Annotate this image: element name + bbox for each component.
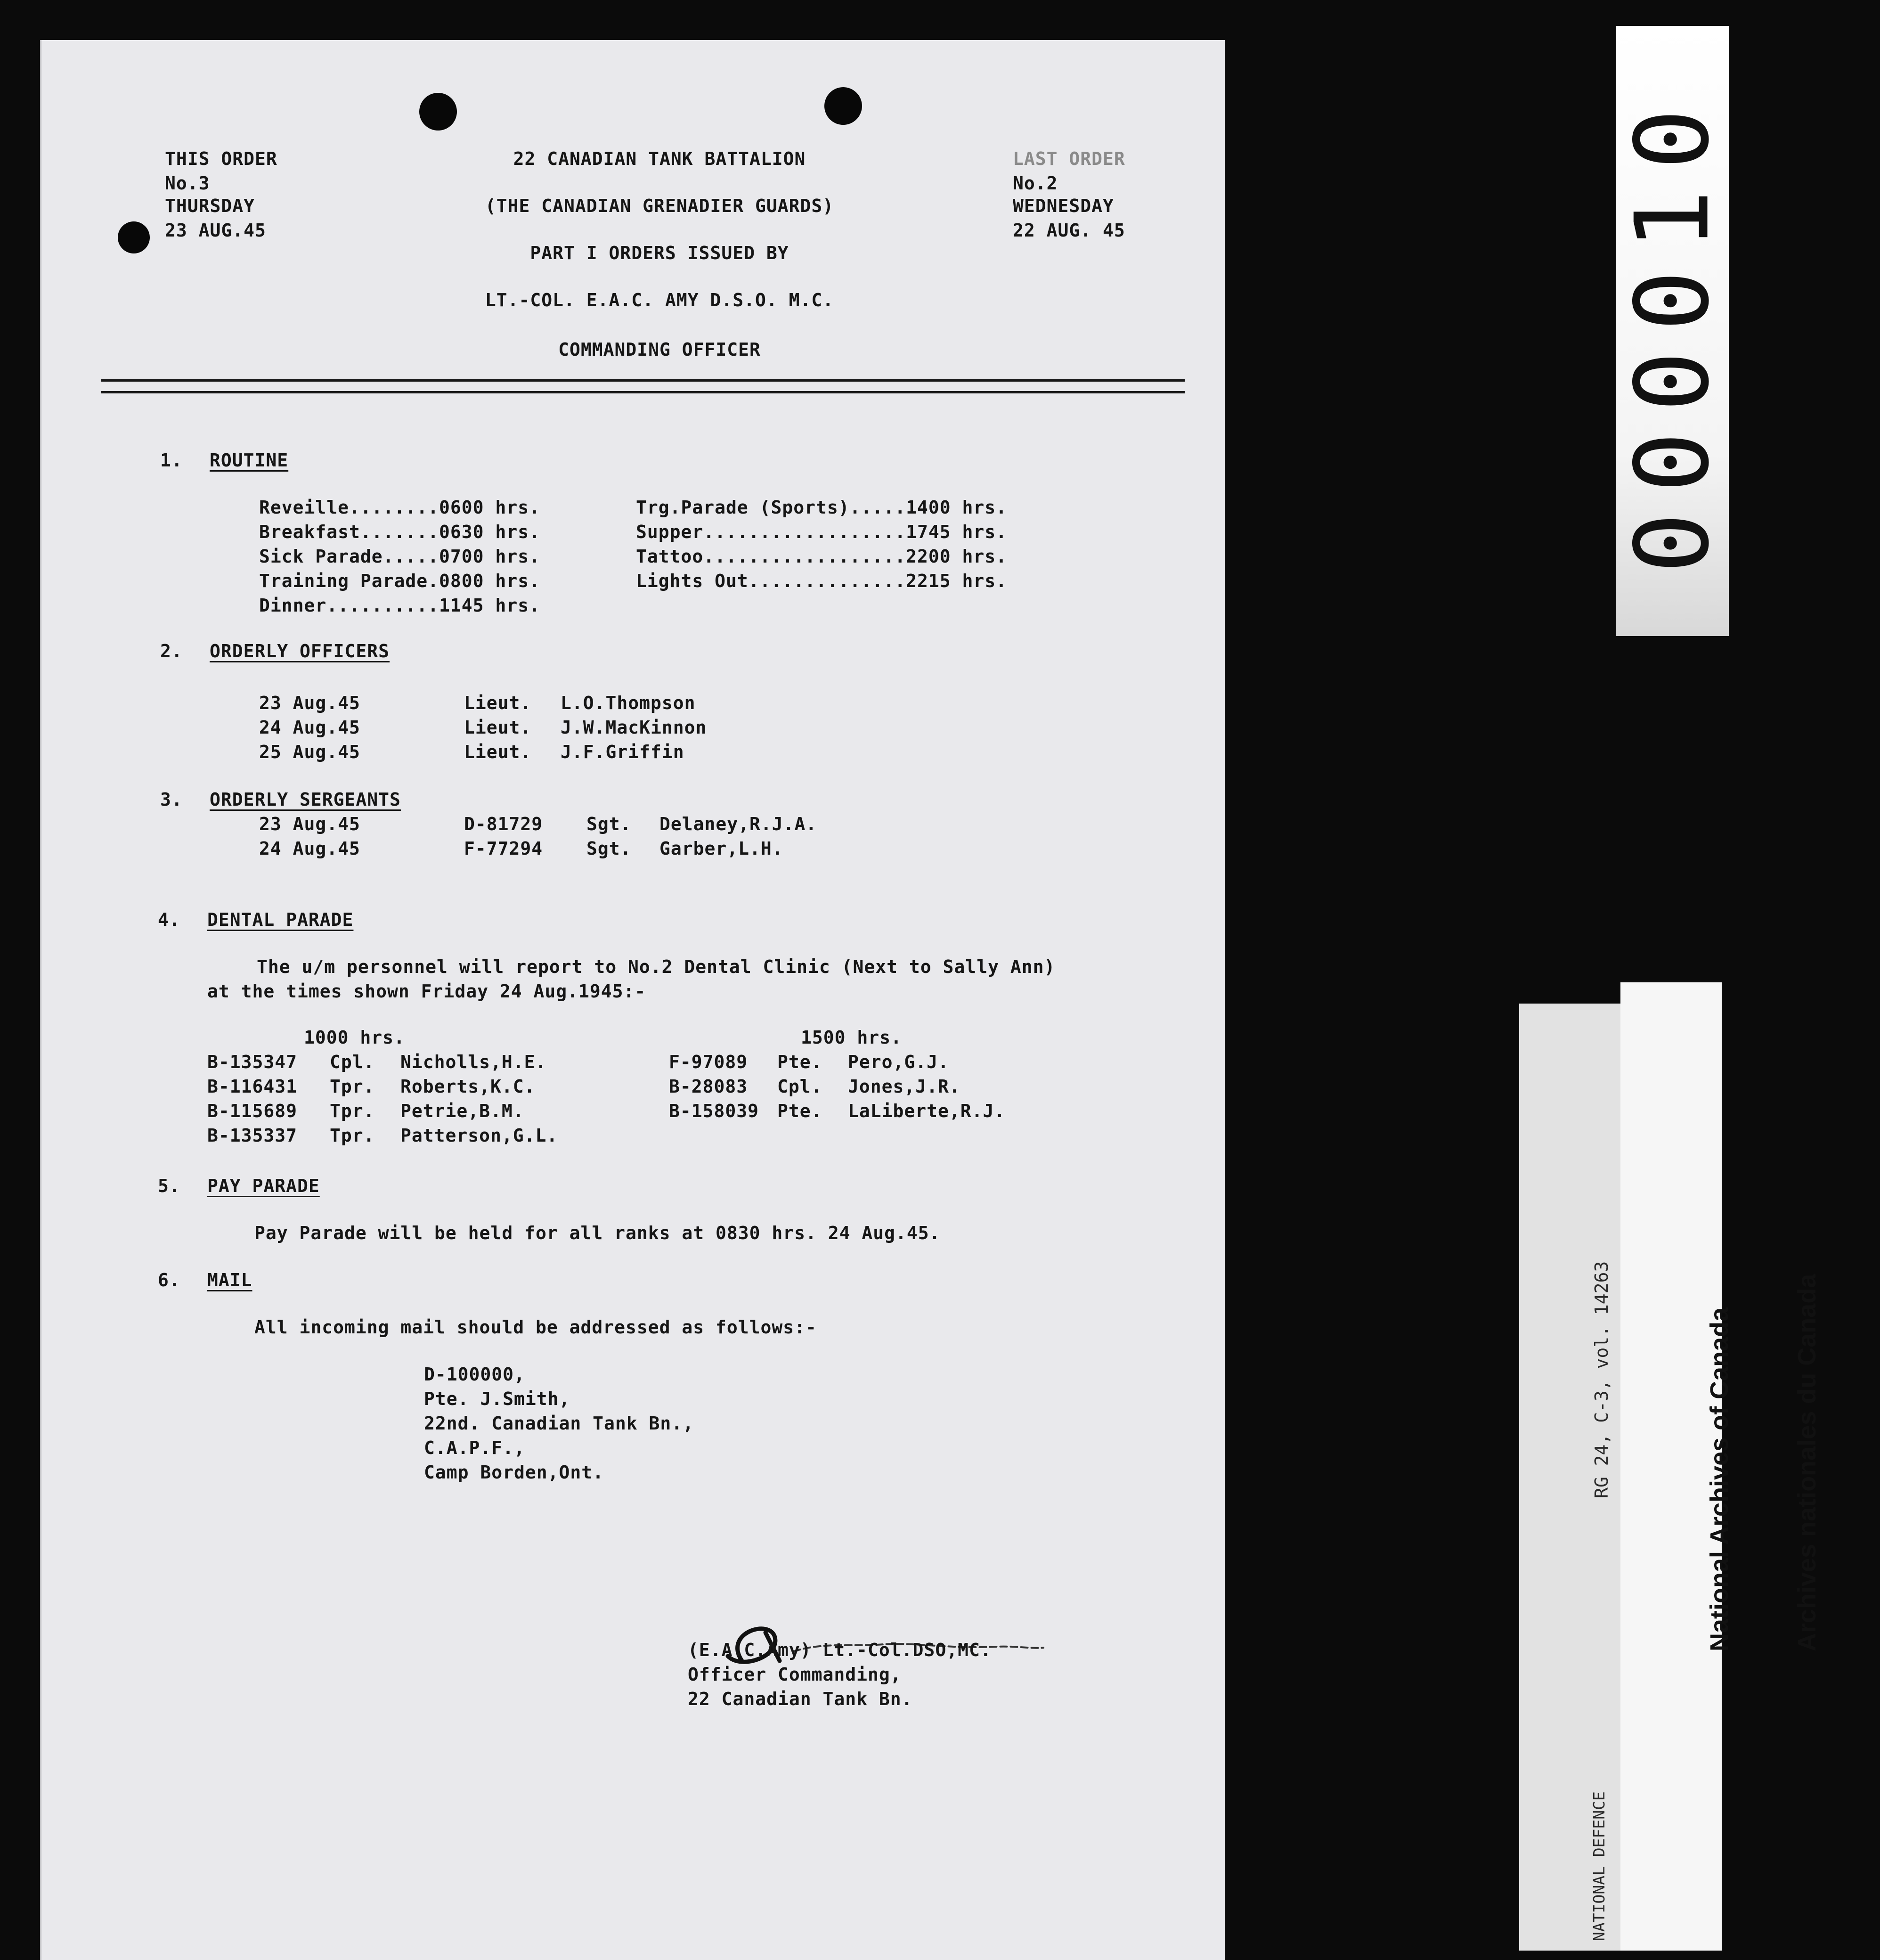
orders-heading: PART I ORDERS ISSUED BY xyxy=(530,243,789,263)
sergeant-name: Garber,L.H. xyxy=(659,838,783,859)
address-line: Pte. J.Smith, xyxy=(424,1388,570,1409)
patient-number: B-135347 xyxy=(207,1052,298,1072)
sergeant-number: D-81729 xyxy=(464,814,543,834)
header-right-line: No.2 xyxy=(1013,173,1058,194)
officer-rank: Lieut. xyxy=(464,693,532,713)
header-left-line: 23 AUG.45 xyxy=(165,220,266,241)
routine-item: Training Parade.0800 hrs. xyxy=(259,571,540,591)
address-line: C.A.P.F., xyxy=(424,1437,525,1458)
dental-time: 1000 hrs. xyxy=(304,1027,405,1048)
routine-item: Reveille........0600 hrs. xyxy=(259,497,540,518)
routine-item: Lights Out..............2215 hrs. xyxy=(636,571,1007,591)
routine-item: Dinner..........1145 hrs. xyxy=(259,595,540,616)
issuer-title: COMMANDING OFFICER xyxy=(558,339,761,360)
reference-line: RG 24, C-3, vol. 14263 xyxy=(1591,1261,1612,1498)
section-title: ORDERLY OFFICERS xyxy=(210,641,390,662)
sergeant-date: 23 Aug.45 xyxy=(259,814,360,834)
dental-instruction: at the times shown Friday 24 Aug.1945:- xyxy=(207,981,646,1002)
signature-line: (E.A.C.Amy) Lt.-Col.DSO,MC. xyxy=(688,1640,992,1660)
institution-name xyxy=(1646,1274,1880,1651)
page-edge xyxy=(40,40,41,1960)
routine-item: Breakfast.......0630 hrs. xyxy=(259,522,540,542)
routine-item: Trg.Parade (Sports).....1400 hrs. xyxy=(636,497,1007,518)
section-number: 6. xyxy=(158,1270,180,1290)
patient-number: B-135337 xyxy=(207,1125,298,1146)
address-line: Camp Borden,Ont. xyxy=(424,1462,604,1483)
frame-number: 000010 xyxy=(1613,89,1732,573)
issuer-name: LT.-COL. E.A.C. AMY D.S.O. M.C. xyxy=(485,290,834,310)
section-number: 2. xyxy=(160,641,183,662)
patient-name: LaLiberte,R.J. xyxy=(848,1101,1006,1121)
department-line: NATIONAL DEFENCE xyxy=(1590,1791,1608,1941)
section-number: 5. xyxy=(158,1176,180,1196)
institution-line: National Archives of Canada xyxy=(1705,1307,1734,1651)
address-line: D-100000, xyxy=(424,1364,525,1385)
section-title: DENTAL PARADE xyxy=(207,909,354,930)
officer-date: 25 Aug.45 xyxy=(259,742,360,762)
header-left-line: THURSDAY xyxy=(165,196,255,216)
unit-title: 22 CANADIAN TANK BATTALION xyxy=(513,148,806,169)
unit-subtitle: (THE CANADIAN GRENADIER GUARDS) xyxy=(485,196,834,216)
patient-number: F-97089 xyxy=(669,1052,748,1072)
officer-date: 23 Aug.45 xyxy=(259,693,360,713)
sergeant-date: 24 Aug.45 xyxy=(259,838,360,859)
address-line: 22nd. Canadian Tank Bn., xyxy=(424,1413,694,1434)
section-number: 4. xyxy=(158,909,180,930)
patient-name: Pero,G.J. xyxy=(848,1052,949,1072)
section-title: ROUTINE xyxy=(210,450,289,471)
header-left-line: THIS ORDER xyxy=(165,148,277,169)
section-title: ORDERLY SERGEANTS xyxy=(210,789,401,810)
dental-time: 1500 hrs. xyxy=(801,1027,902,1048)
officer-rank: Lieut. xyxy=(464,742,532,762)
dental-instruction: The u/m personnel will report to No.2 Dental Clinic (Next to Sally Ann) xyxy=(257,956,1056,977)
sergeant-rank: Sgt. xyxy=(586,814,632,834)
sergeant-name: Delaney,R.J.A. xyxy=(659,814,817,834)
officer-rank: Lieut. xyxy=(464,717,532,738)
punch-hole xyxy=(118,221,150,253)
patient-number: B-158039 xyxy=(669,1101,759,1121)
header-right-line: LAST ORDER xyxy=(1013,148,1125,169)
header-left-line: No.3 xyxy=(165,173,210,194)
signature-line: 22 Canadian Tank Bn. xyxy=(688,1689,913,1709)
officer-name: J.W.MacKinnon xyxy=(561,717,707,738)
section-number: 1. xyxy=(160,450,183,471)
archive-institution-label xyxy=(1620,982,1821,1951)
patient-rank: Cpl. xyxy=(330,1052,375,1072)
patient-rank: Tpr. xyxy=(330,1125,375,1146)
document-page xyxy=(40,40,1225,1960)
header-rule xyxy=(101,379,1185,382)
signature-line: Officer Commanding, xyxy=(688,1664,902,1685)
patient-rank: Cpl. xyxy=(777,1076,822,1097)
sergeant-rank: Sgt. xyxy=(586,838,632,859)
institution-line: Archives nationales du Canada xyxy=(1793,1274,1821,1651)
patient-name: Nicholls,H.E. xyxy=(400,1052,547,1072)
header-right-line: WEDNESDAY xyxy=(1013,196,1114,216)
patient-number: B-28083 xyxy=(669,1076,748,1097)
pay-parade-text: Pay Parade will be held for all ranks at 0830 hrs. 24 Aug.45. xyxy=(254,1223,941,1243)
sergeant-number: F-77294 xyxy=(464,838,543,859)
section-title: PAY PARADE xyxy=(207,1176,320,1196)
frame-number-stamp xyxy=(1613,26,1732,636)
punch-hole xyxy=(824,87,862,125)
patient-rank: Pte. xyxy=(777,1101,822,1121)
patient-number: B-115689 xyxy=(207,1101,298,1121)
patient-number: B-116431 xyxy=(207,1076,298,1097)
routine-item: Supper..................1745 hrs. xyxy=(636,522,1007,542)
patient-name: Jones,J.R. xyxy=(848,1076,960,1097)
routine-item: Sick Parade.....0700 hrs. xyxy=(259,546,540,567)
header-right-line: 22 AUG. 45 xyxy=(1013,220,1125,241)
section-number: 3. xyxy=(160,789,183,810)
archive-reference-label xyxy=(1519,1004,1620,1951)
patient-rank: Pte. xyxy=(777,1052,822,1072)
patient-rank: Tpr. xyxy=(330,1101,375,1121)
patient-name: Patterson,G.L. xyxy=(400,1125,558,1146)
mail-instruction: All incoming mail should be addressed as follows:- xyxy=(254,1317,817,1338)
patient-name: Roberts,K.C. xyxy=(400,1076,536,1097)
patient-name: Petrie,B.M. xyxy=(400,1101,524,1121)
routine-item: Tattoo..................2200 hrs. xyxy=(636,546,1007,567)
punch-hole xyxy=(419,93,457,131)
officer-date: 24 Aug.45 xyxy=(259,717,360,738)
patient-rank: Tpr. xyxy=(330,1076,375,1097)
header-rule xyxy=(101,391,1185,393)
officer-name: L.O.Thompson xyxy=(561,693,696,713)
officer-name: J.F.Griffin xyxy=(561,742,684,762)
section-title: MAIL xyxy=(207,1270,252,1290)
